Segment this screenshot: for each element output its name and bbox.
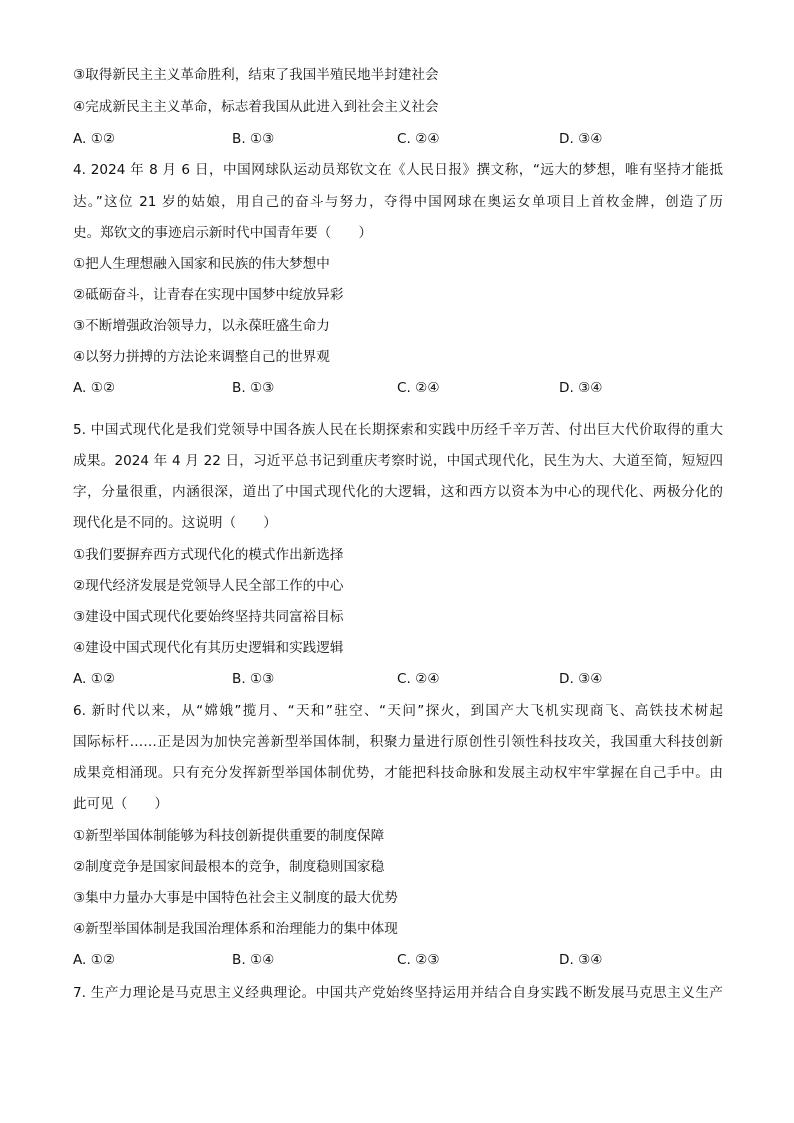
q5-statement-4: ④建设中国式现代化有其历史逻辑和实践逻辑 bbox=[73, 640, 344, 656]
q6-option-a[interactable]: A. ①② bbox=[73, 952, 116, 968]
q3-option-c[interactable]: C. ②④ bbox=[397, 131, 440, 147]
q4-statement-3: ③不断增强政治领导力，以永葆旺盛生命力 bbox=[73, 318, 330, 334]
q5-stem-line-2: 成果。2024 年 4 月 22 日，习近平总书记到重庆考察时说，中国式现代化，民生为大、大道至简，短短四 bbox=[73, 453, 723, 469]
q6-option-b[interactable]: B. ①④ bbox=[232, 952, 275, 968]
q6-option-d[interactable]: D. ③④ bbox=[559, 952, 603, 968]
q5-options bbox=[73, 669, 723, 689]
q5-option-d[interactable]: D. ③④ bbox=[559, 671, 603, 687]
q5-stem-line-4: 现代化是不同的。这说明（ ） bbox=[73, 515, 277, 531]
q4-statement-2: ②砥砺奋斗，让青春在实现中国梦中绽放异彩 bbox=[73, 287, 344, 303]
q4-statement-4: ④以努力拼搏的方法论来调整自己的世界观 bbox=[73, 349, 330, 365]
q4-option-b[interactable]: B. ①③ bbox=[232, 380, 275, 396]
q3-options bbox=[73, 129, 723, 149]
q4-option-d[interactable]: D. ③④ bbox=[559, 380, 603, 396]
q3-option-d[interactable]: D. ③④ bbox=[559, 131, 603, 147]
q4-statement-1: ①把人生理想融入国家和民族的伟大梦想中 bbox=[73, 256, 330, 272]
q5-statement-3: ③建设中国式现代化要始终坚持共同富裕目标 bbox=[73, 609, 344, 625]
q4-option-c[interactable]: C. ②④ bbox=[397, 380, 440, 396]
q6-statement-3: ③集中力量办大事是中国特色社会主义制度的最大优势 bbox=[73, 890, 398, 906]
q6-stem-line-4: 此可见（ ） bbox=[73, 796, 169, 812]
q5-statement-1: ①我们要摒弃西方式现代化的模式作出新选择 bbox=[73, 547, 344, 563]
q6-option-c[interactable]: C. ②③ bbox=[397, 952, 440, 968]
q3-statement-3: ③取得新民主主义革命胜利，结束了我国半殖民地半封建社会 bbox=[73, 67, 439, 83]
q5-option-c[interactable]: C. ②④ bbox=[397, 671, 440, 687]
q4-options bbox=[73, 378, 723, 398]
q3-option-b[interactable]: B. ①③ bbox=[232, 131, 275, 147]
q3-statement-4: ④完成新民主主义革命，标志着我国从此进入到社会主义社会 bbox=[73, 99, 439, 115]
q3-option-a[interactable]: A. ①② bbox=[73, 131, 116, 147]
q4-stem-line-2: 达。”这位 21 岁的姑娘，用自己的奋斗与努力，夺得中国网球在奥运女单项目上首枚金牌，创造了历 bbox=[73, 194, 723, 210]
q6-stem-line-3: 成果竞相涌现。只有充分发挥新型举国体制优势，才能把科技命脉和发展主动权牢牢掌握在自己手中。由 bbox=[73, 765, 723, 781]
q4-stem-line-3: 史。郑钦文的事迹启示新时代中国青年要（ ） bbox=[73, 225, 373, 241]
q6-statement-2: ②制度竞争是国家间最根本的竞争，制度稳则国家稳 bbox=[73, 859, 385, 875]
q6-options bbox=[73, 950, 723, 970]
q6-stem-line-2: 国际标杆……正是因为加快完善新型举国体制，积聚力量进行原创性引领性科技攻关，我国重大科技创新 bbox=[73, 734, 723, 750]
q5-stem-line-1: 5. 中国式现代化是我们党领导中国各族人民在长期探索和实践中历经千辛万苦、付出巨大代价取得的重大 bbox=[73, 422, 723, 438]
q7-stem-line-1: 7. 生产力理论是马克思主义经典理论。中国共产党始终坚持运用并结合自身实践不断发展马克思主义生产 bbox=[73, 985, 723, 1001]
q6-statement-1: ①新型举国体制能够为科技创新提供重要的制度保障 bbox=[73, 828, 385, 844]
q6-stem-line-1: 6. 新时代以来，从“嫦娥”揽月、“天和”驻空、“天问”探火，到国产大飞机实现商飞、高铁技术树起 bbox=[73, 703, 723, 719]
q5-stem-line-3: 字，分量很重，内涵很深，道出了中国式现代化的大逻辑，这和西方以资本为中心的现代化、两极分化的 bbox=[73, 484, 723, 500]
q4-stem-line-1: 4. 2024 年 8 月 6 日，中国网球队运动员郑钦文在《人民日报》撰文称，“远大的梦想，唯有坚持才能抵 bbox=[73, 162, 723, 178]
q5-statement-2: ②现代经济发展是党领导人民全部工作的中心 bbox=[73, 578, 344, 594]
q6-statement-4: ④新型举国体制是我国治理体系和治理能力的集中体现 bbox=[73, 921, 398, 937]
q4-option-a[interactable]: A. ①② bbox=[73, 380, 116, 396]
q5-option-b[interactable]: B. ①③ bbox=[232, 671, 275, 687]
q5-option-a[interactable]: A. ①② bbox=[73, 671, 116, 687]
